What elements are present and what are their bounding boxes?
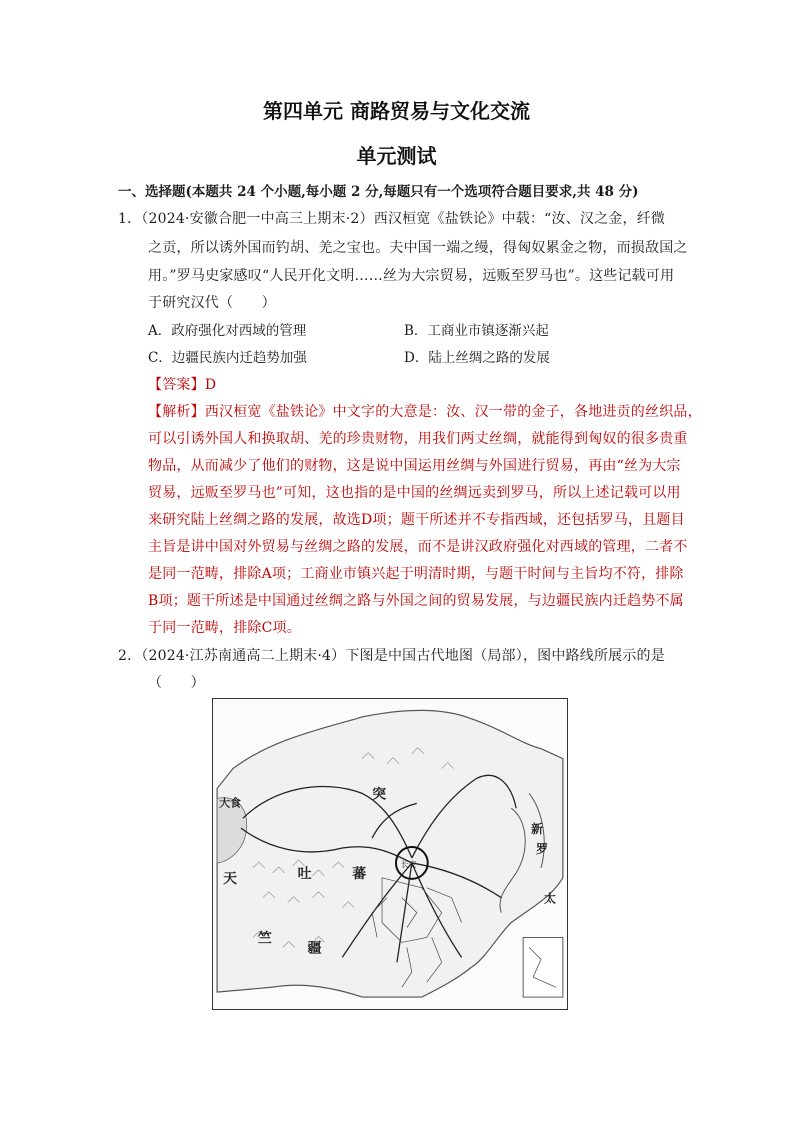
q1-analysis-line-4: 贸易，远贩至罗马也”可知，这也指的是中国的丝绸远卖到罗马，所以上述记载可以用: [148, 485, 681, 501]
q1-option-d: D．陆上丝绸之路的发展: [404, 350, 550, 366]
label-changan: 长安: [400, 859, 417, 869]
q1-option-c: C．边疆民族内迁趋势加强: [148, 350, 307, 366]
analysis-text: 西汉桓宽《盐铁论》中文字的大意是：汝、汉一带的金子，各地进贡的丝织品，: [204, 404, 702, 420]
q1-analysis-line-9: 于同一范畴，排除C项。: [148, 620, 301, 636]
q1-answer: [148, 374, 216, 394]
label-bo: 蕃: [352, 865, 367, 882]
q1-line-2: 之贡，所以诱外国而钓胡、羌之宝也。夫中国一端之缦，得匈奴累金之物，而损敌国之: [148, 240, 688, 256]
label-zhu: 竺: [257, 930, 272, 947]
label-jiang: 疆: [307, 940, 322, 957]
q1-line-4: 于研究汉代（ ）: [148, 295, 276, 311]
q1-analysis-line-5: 来研究陆上丝绸之路的发展，故选D项；题干所述并不专指西域，还包括罗马，且题目: [148, 512, 685, 528]
label-tujue: 突: [372, 786, 387, 803]
q2-line-1: 2．（2024·江苏南通高二上期末·4）下图是中国古代地图（局部），图中路线所展示的是: [118, 648, 665, 664]
q1-line-3: 用。”罗马史家感叹“人民开化文明……丝为大宗贸易，远贩至罗马也”。这些记载可用: [148, 268, 675, 284]
unit-title: 第四单元 商路贸易与文化交流: [263, 99, 530, 123]
q1-analysis-line-7: 是同一范畴，排除A项；工商业市镇兴起于明清时期，与题干时间与主旨均不符，排除: [148, 566, 684, 582]
ancient-china-map: [212, 698, 568, 1010]
answer-value: D: [204, 377, 217, 393]
answer-label: 【答案】: [148, 377, 205, 393]
label-xin: 新: [531, 822, 543, 837]
q1-analysis-line-8: B项；题干所述是中国通过丝绸之路与外国之间的贸易发展，与边疆民族内迁趋势不属: [148, 593, 684, 609]
coastline: [217, 710, 563, 997]
section-heading: 一、选择题(本题共 24 个小题,每小题 2 分,每题只有一个选项符合题目要求,共 48 分): [118, 184, 639, 200]
q2-line-2: （ ）: [148, 675, 205, 691]
label-dashi: 大食: [219, 796, 241, 810]
label-tian: 天: [223, 870, 237, 887]
label-tu: 吐: [297, 865, 312, 882]
q1-option-b: B．工商业市镇逐渐兴起: [404, 323, 549, 339]
label-luo: 罗: [536, 842, 548, 857]
test-subtitle: 单元测试: [356, 144, 437, 168]
q1-analysis-line-3: 物品，从而减少了他们的财物，这是说中国运用丝绸与外国进行贸易，再由“丝为大宗: [148, 458, 681, 474]
label-tai: 太: [544, 891, 556, 906]
map-drawing: [213, 699, 567, 1009]
q1-line-1: 1．（2024·安徽合肥一中高三上期末·2）西汉桓宽《盐铁论》中载：“汝、汉之金，纤微: [118, 211, 666, 227]
q1-analysis-line-6: 主旨是讲中国对外贸易与丝绸之路的发展，而不是讲汉政府强化对西域的管理，二者不: [148, 539, 688, 555]
q1-option-a: A．政府强化对西域的管理: [148, 323, 307, 339]
q1-analysis-line-1: [148, 401, 702, 421]
analysis-label: 【解析】: [148, 404, 205, 420]
q1-analysis-line-2: 可以引诱外国人和换取胡、羌的珍贵财物，用我们两丈丝绸，就能得到匈奴的很多贵重: [148, 431, 688, 447]
